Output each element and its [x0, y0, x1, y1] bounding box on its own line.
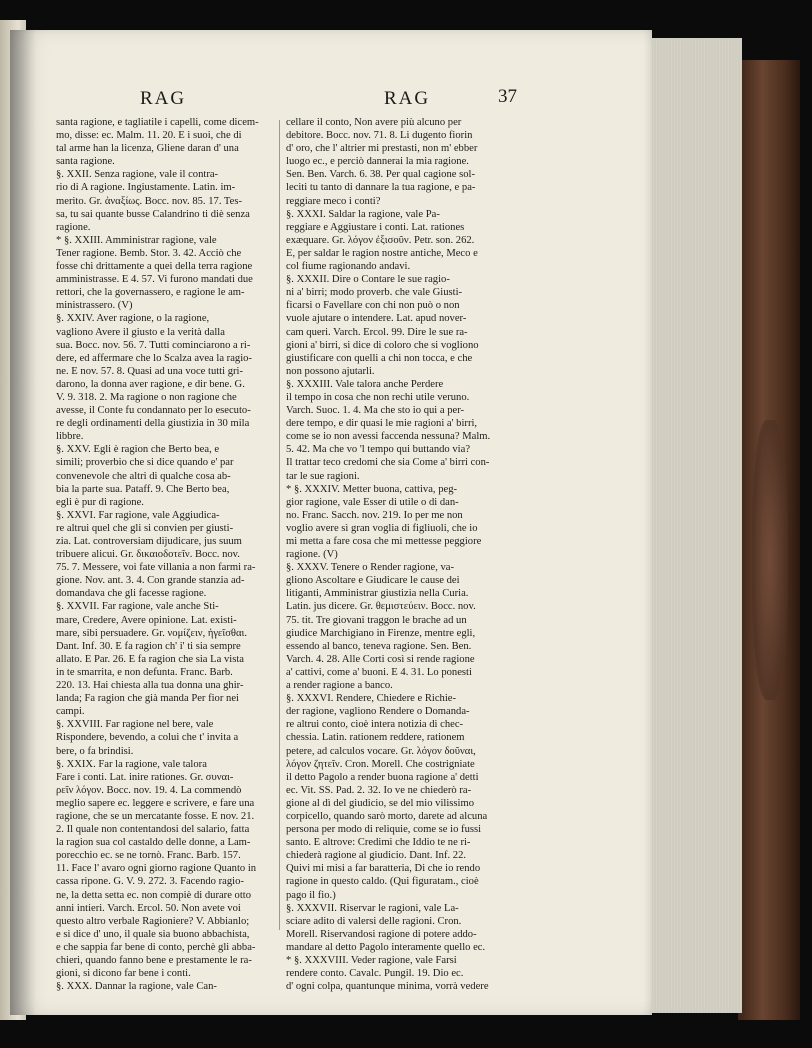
- text-line: il detto Pagolo a render buona ragione a' detti: [286, 771, 479, 783]
- text-line: tal arme han la licenza, Gliene daran d' una: [56, 143, 239, 155]
- left-text-column: [56, 116, 294, 993]
- text-line: bere, o fa brindisi.: [56, 745, 134, 757]
- text-line: meglio sapere ec. leggere e scrivere, e fare una: [56, 797, 255, 809]
- text-line: in te smarrita, e non defunta. Franc. Barb.: [56, 666, 233, 678]
- text-line: Tener ragione. Bemb. Stor. 3. 42. Acciò che: [56, 247, 242, 259]
- spine-wear-mark: [752, 420, 788, 700]
- text-line: ρεῖν λόγον. Bocc. nov. 19. 4. La commendò: [56, 784, 242, 796]
- text-line: λόγον ζητεῖν. Cron. Morell. Che costrigniate: [286, 758, 475, 770]
- text-line: gior ragione, vale Esser di utile o di dan-: [286, 496, 459, 508]
- text-line: mare, sibi persuadere. Gr. νομίζειν, ἡγεῖσθαι.: [56, 627, 248, 639]
- text-line: giustificare con quelli a chi non tocca, e che: [286, 352, 473, 364]
- text-line: reggiare e Aggiustare i conti. Lat. rationes: [286, 221, 465, 233]
- text-line: re degli ordinamenti della giustizia in 30 mila: [56, 418, 250, 430]
- text-line: Rispondere, bevendo, a colui che t' invita a: [56, 732, 239, 744]
- text-line: rio di A ragione. Ingiustamente. Latin. im-: [56, 182, 236, 194]
- text-line: §. XXXIII. Vale talora anche Perdere: [286, 378, 444, 390]
- text-line: domandava che gli facesse ragione.: [56, 588, 207, 600]
- text-line: §. XXXI. Saldar la ragione, vale Pa-: [286, 208, 440, 220]
- running-head-right: RAG: [384, 88, 431, 109]
- text-line: pago il fio.): [286, 889, 336, 901]
- text-line: e si dice d' uno, il quale sia buono abbachista,: [56, 928, 250, 940]
- text-line: re altrui quel che gli si convien per giusti-: [56, 522, 234, 534]
- text-line: vagliono Avere il giusto e la verità dalla: [56, 326, 225, 338]
- text-line: sciare adito di valersi delle ragioni. Cron.: [286, 915, 462, 927]
- text-line: sua. Bocc. nov. 56. 7. Tutti cominciarono a ri-: [56, 339, 251, 351]
- text-line: 11. Face l' avaro ogni giorno ragione Quanto in: [56, 863, 257, 875]
- text-line: rendere conto. Cavalc. Pungil. 19. Dio ec.: [286, 968, 464, 980]
- text-line: Varch. 4. 28. Alle Corti così si rende ragione: [286, 653, 475, 665]
- text-line: exæquare. Gr. λόγον ἐξισοῦν. Petr. son. 262.: [286, 234, 475, 246]
- text-line: amministrasse. E 4. 57. Vi furono mandati due: [56, 274, 253, 286]
- text-line: Dant. Inf. 30. E fa ragion ch' i' ti sia sempre: [56, 640, 241, 652]
- text-line: leciti tu tanto di dannare la tua ragione, e pa-: [286, 182, 476, 194]
- text-line: mare, Credere, Avere opinione. Lat. existi-: [56, 614, 237, 626]
- text-line: d' oro, che l' altrier mi prestasti, non m' ebber: [286, 143, 478, 155]
- text-line: gioni a' birri, si dice di coloro che si vogliono: [286, 339, 479, 351]
- text-line: §. XXV. Egli è ragion che Berto bea, e: [56, 444, 220, 456]
- text-line: reggiare meco i conti?: [286, 195, 381, 207]
- page-gutter-shadow: [10, 30, 36, 1015]
- text-line: 75. 7. Messere, voi fate villania a non farmi ra-: [56, 562, 256, 574]
- text-line: campi.: [56, 706, 85, 718]
- text-line: 2. Il quale non contentandosi del salario, fatta: [56, 824, 250, 836]
- text-line: ni a' birri; modo proverb. che vale Giusti-: [286, 287, 463, 299]
- text-line: §. XXVII. Far ragione, vale anche Sti-: [56, 601, 219, 613]
- text-line: Sen. Ben. Varch. 6. 38. Per qual cagione sol-: [286, 169, 475, 181]
- text-line: non possono ajutarli.: [286, 365, 375, 377]
- text-line: avesse, il Conte fu condannato per lo esecuto-: [56, 405, 251, 417]
- text-line: luogo ec., e perciò dannerai la mia ragione.: [286, 156, 469, 168]
- text-line: tribuere alicui. Gr. δικαιοδοτεῖν. Bocc. nov.: [56, 549, 240, 561]
- text-line: ragione in questo caldo. (Qui figuratam., cioè: [286, 876, 479, 888]
- text-line: E, per saldar le ragion nostre antiche, Meco e: [286, 247, 478, 259]
- text-line: Fare i conti. Lat. inire rationes. Gr. συναι-: [56, 771, 234, 783]
- text-line: litiganti, Amministrar giustizia nella Curia.: [286, 588, 469, 600]
- text-line: * §. XXXIV. Metter buona, cattiva, peg-: [286, 483, 458, 495]
- text-line: questo altro verbale Ragioniere? V. Abbianlo;: [56, 915, 250, 927]
- text-line: Latin. jus dicere. Gr. θεμιστεύειν. Bocc. nov.: [286, 601, 476, 613]
- text-line: rettori, che la governassero, e ragione le am-: [56, 287, 245, 299]
- text-line: come se io non avessi faccenda nessuna? Malm.: [286, 431, 491, 443]
- text-line: bia la parte sua. Pataff. 9. Che Berto bea,: [56, 483, 230, 495]
- text-line: §. XXX. Dannar la ragione, vale Can-: [56, 981, 217, 993]
- running-head-left: RAG: [140, 88, 187, 109]
- text-line: §. XXIX. Far la ragione, vale talora: [56, 758, 207, 770]
- text-line: mandare al detto Pagolo interamente quello ec.: [286, 941, 486, 953]
- text-line: allato. E Par. 26. E fa ragion che sia La vista: [56, 653, 244, 665]
- text-line: la ragion sua col castaldo delle donne, a Lam-: [56, 837, 251, 849]
- text-line: §. XXVIII. Far ragione nel bere, vale: [56, 719, 214, 731]
- text-line: corpicello, quando sarò morto, darete ad alcuna: [286, 810, 488, 822]
- text-line: gione al dì del giudicio, se del mio vilissimo: [286, 797, 475, 809]
- text-line: ministrassero. (V): [56, 300, 133, 312]
- text-line: giudice Marchigiano in Firenze, mentre egli,: [286, 627, 476, 639]
- text-line: dere, ed affermare che lo Scalza avea la ragio-: [56, 352, 252, 364]
- text-line: der ragione, vagliono Rendere o Domanda-: [286, 706, 470, 718]
- text-line: libbre.: [56, 431, 84, 443]
- text-line: gioni, si dicono far bene i conti.: [56, 968, 191, 980]
- text-line: V. 9. 318. 2. Ma ragione o non ragione che: [56, 391, 237, 403]
- text-line: §. XXVI. Far ragione, vale Aggiudica-: [56, 509, 220, 521]
- text-line: §. XXIV. Aver ragione, o la ragione,: [56, 313, 210, 325]
- text-line: anni intieri. Varch. Ercol. 50. Non avete voi: [56, 902, 241, 914]
- text-line: re altrui conto, cioè intera notizia di chec-: [286, 719, 464, 731]
- text-line: porecchio ec. se ne tornò. Franc. Barb. 157.: [56, 850, 241, 862]
- text-line: sa, tu sai quante busse Calandrino ti diè senza: [56, 208, 250, 220]
- text-line: petere, ad calculos vocare. Gr. λόγον δοῦναι,: [286, 745, 476, 757]
- text-line: 5. 42. Ma che vo 'l tempo qui buttando via?: [286, 444, 471, 456]
- text-line: egli è pur di ragione.: [56, 496, 144, 508]
- text-line: ec. Vit. SS. Pad. 2. 32. Io ve ne chiederò ra-: [286, 784, 472, 796]
- text-line: 75. tit. Tre giovani traggon le brache ad un: [286, 614, 467, 626]
- text-line: voglio avere sì gran voglia di figliuoli, che io: [286, 522, 478, 534]
- text-line: gliono Ascoltare e Giudicare le cause dei: [286, 575, 460, 587]
- text-line: merito. Gr. ἀναξίως. Bocc. nov. 85. 17. Tes-: [56, 195, 243, 207]
- text-line: persona per modo di reliquie, come se io fussi: [286, 824, 482, 836]
- page-fore-edge: [652, 38, 742, 1013]
- text-line: cellare il conto, Non avere più alcuno per: [286, 117, 462, 128]
- text-line: chessia. Latin. rationem reddere, rationem: [286, 732, 465, 744]
- text-line: zia. Lat. controversiam dijudicare, jus suum: [56, 536, 242, 547]
- text-line: * §. XXIII. Amministrar ragione, vale: [56, 234, 217, 246]
- page-number: 37: [498, 86, 517, 107]
- text-line: dere tempo, e dir quasi le mie ragioni a' birri,: [286, 418, 478, 430]
- text-line: Morell. Riservandosi ragione di potere addo-: [286, 928, 477, 940]
- text-line: ne. E nov. 57. 8. Quasi ad una voce tutti gri-: [56, 365, 244, 377]
- text-line: Quivi mi misi a far baratteria, Di che io rendo: [286, 863, 481, 875]
- text-line: tar le sue ragioni.: [286, 470, 360, 482]
- text-line: ne, la detta setta ec. non compiè di durare otto: [56, 889, 252, 901]
- text-line: §. XXXVI. Rendere, Chiedere e Richie-: [286, 693, 457, 705]
- text-line: cam queri. Varch. Ercol. 99. Dire le sue ra-: [286, 326, 468, 338]
- text-line: no. Franc. Sacch. nov. 219. Io per me non: [286, 509, 463, 521]
- text-line: * §. XXXVIII. Veder ragione, vale Farsi: [286, 955, 457, 966]
- text-line: d' ogni colpa, quantunque minima, vorrà vedere: [286, 981, 489, 993]
- text-line: a' cattivi, come a' buoni. E 4. 31. Lo ponesti: [286, 666, 472, 678]
- text-line: debitore. Bocc. nov. 71. 8. Li dugento fiorin: [286, 130, 473, 142]
- text-line: il tempo in cosa che non rechi utile veruno.: [286, 391, 470, 403]
- text-line: chiederà ragione al giudicio. Dant. Inf. 22.: [286, 850, 467, 862]
- text-line: mo, disse: ec. Malm. 11. 20. E i suoi, che di: [56, 130, 242, 142]
- text-line: santa ragione, e tagliatile i capelli, come dicem-: [56, 117, 259, 128]
- right-text-column: [286, 116, 522, 993]
- text-line: simili; proverbio che si dice quando e' par: [56, 457, 234, 469]
- text-line: Varch. Suoc. 1. 4. Ma che sto io qui a per-: [286, 405, 465, 417]
- text-line: vuole ajutare o intendere. Lat. apud nover-: [286, 313, 467, 325]
- text-line: §. XXXVII. Riservar le ragioni, vale La-: [286, 902, 459, 914]
- text-line: cassa ripone. G. V. 9. 272. 3. Facendo ragio-: [56, 876, 244, 888]
- text-line: ragione, che se un mercatante fosse. E nov. 21.: [56, 810, 255, 822]
- text-line: essendo al banco, teneva ragione. Sen. Ben.: [286, 640, 472, 652]
- text-line: §. XXII. Senza ragione, vale il contra-: [56, 169, 219, 181]
- text-line: a render ragione a banco.: [286, 680, 393, 692]
- text-line: ragione.: [56, 221, 91, 233]
- text-line: §. XXXII. Dire o Contare le sue ragio-: [286, 274, 450, 286]
- text-line: Il trattar teco credomi che sia Come a' birri con-: [286, 457, 490, 469]
- text-line: e che sappia far bene di conto, perchè gli abba-: [56, 941, 256, 953]
- text-line: col fiume ragionando andavi.: [286, 261, 411, 273]
- text-line: 220. 13. Hai chiesta alla tua donna una ghir-: [56, 680, 244, 692]
- text-line: santa ragione.: [56, 156, 115, 168]
- text-line: fosse chi drittamente a quei della terra ragione: [56, 261, 253, 273]
- text-line: ficarsi o Favellare con chi non può o non: [286, 300, 460, 312]
- text-line: darono, la donna aver ragione, e dir bene. G.: [56, 378, 245, 390]
- text-line: santo. E altrove: Credimi che Iddio te ne ri-: [286, 837, 471, 849]
- text-line: mi metta a fare cosa che mi mettesse peggiore: [286, 536, 482, 547]
- text-line: gione. Nov. ant. 3. 4. Con grande stanzia ad-: [56, 575, 245, 587]
- text-line: convenevole che altri di qualche cosa ab-: [56, 470, 231, 482]
- text-line: landa; Fa ragion che già manda Per fior nei: [56, 693, 239, 705]
- column-divider: [279, 120, 280, 930]
- text-line: §. XXXV. Tenere o Render ragione, va-: [286, 562, 455, 574]
- text-line: chieri, quando fanno bene e prestamente le ra-: [56, 955, 252, 966]
- text-line: ragione. (V): [286, 549, 338, 561]
